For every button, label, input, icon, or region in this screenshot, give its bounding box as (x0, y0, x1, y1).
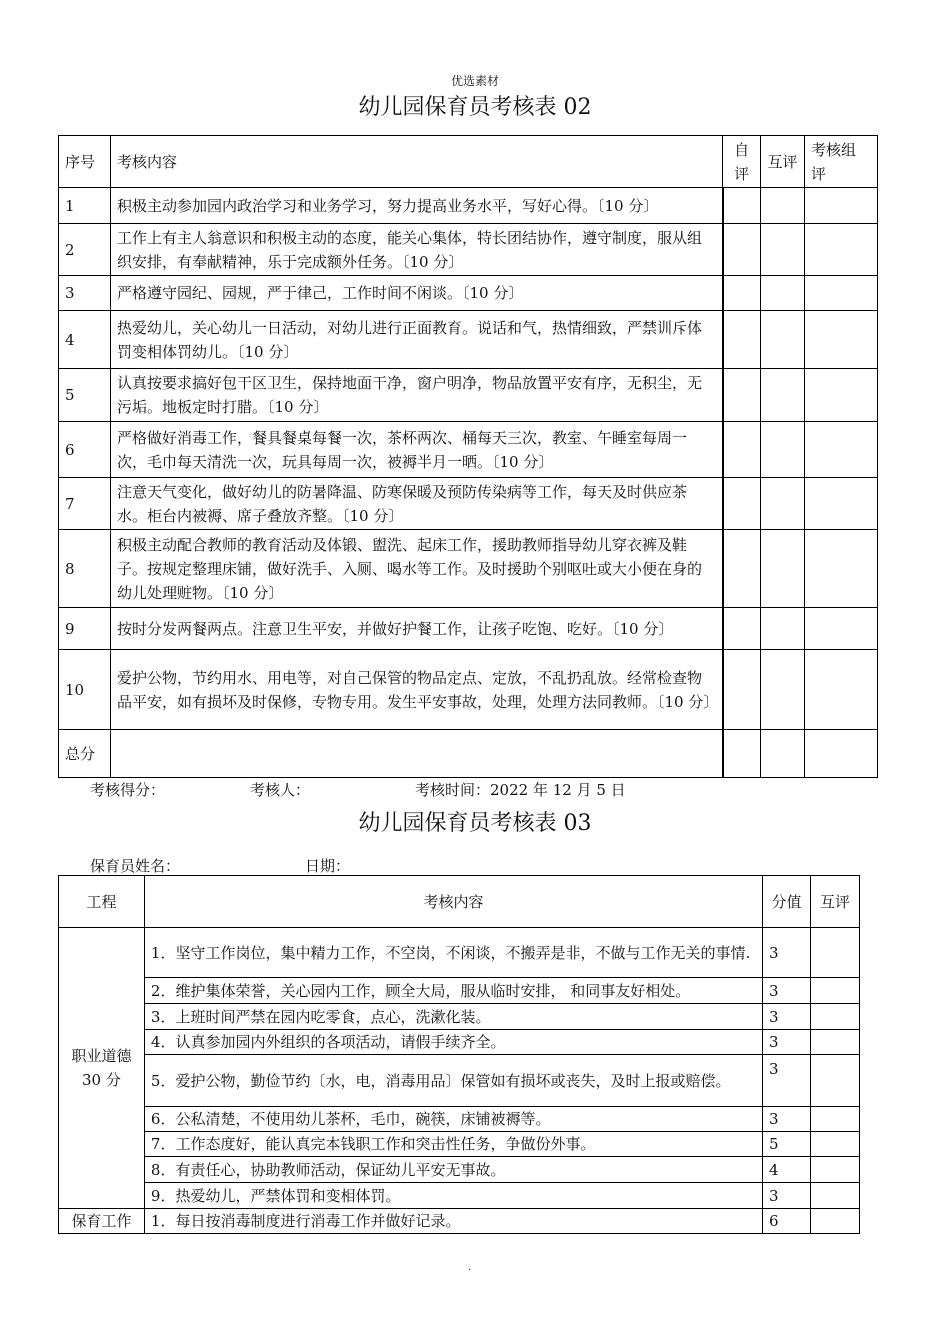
row-index: 1 (59, 188, 111, 224)
self-score-cell[interactable] (723, 224, 761, 276)
group-score-cell[interactable] (805, 650, 878, 730)
group-score-cell[interactable] (805, 276, 878, 311)
table1-title: 幼儿园保育员考核表 02 (358, 95, 592, 120)
row-content: 热爱幼儿，关心幼儿一日活动，对幼儿进行正面教育。说话和气，热情细致，严禁训斥体罚变相体罚幼儿。〔10 分〕 (110, 311, 722, 369)
mutual-score-cell[interactable] (811, 1209, 860, 1234)
row-content: 7．工作态度好，能认真完本钱职工作和突击性任务，争做份外事。 (144, 1132, 762, 1157)
row-index: 4 (59, 311, 111, 369)
row-content: 6．公私清楚，不使用幼儿茶杯，毛巾，碗筷，床铺被褥等。 (144, 1107, 762, 1132)
group-score-cell[interactable] (805, 422, 878, 478)
table-row (59, 1107, 860, 1132)
row-content: 严格遵守园纪、园规，严于律己，工作时间不闲谈。〔10 分〕 (110, 276, 722, 311)
assessment-table-02 (58, 135, 878, 778)
self-total-cell[interactable] (723, 730, 761, 778)
row-index: 5 (59, 369, 111, 422)
table2-header-row (59, 876, 860, 928)
header-content: 考核内容 (144, 876, 762, 928)
header-self: 自评 (723, 136, 761, 188)
table2-title: 幼儿园保育员考核表 03 (358, 811, 592, 836)
header-project: 工程 (59, 876, 145, 928)
self-score-cell[interactable] (723, 478, 761, 530)
mutual-score-cell[interactable] (811, 1055, 860, 1107)
row-score: 3 (763, 978, 811, 1004)
row-content: 按时分发两餐两点。注意卫生平安，并做好护餐工作，让孩子吃饱、吃好。〔10 分〕 (110, 608, 722, 650)
header-note: 优选素材 (450, 74, 499, 88)
table-row (59, 369, 878, 422)
mutual-score-cell[interactable] (811, 1107, 860, 1132)
row-score: 3 (763, 1183, 811, 1209)
row-score: 3 (763, 928, 811, 978)
row-score: 3 (763, 1107, 811, 1132)
table-row (59, 1055, 860, 1107)
mutual-score-cell[interactable] (761, 650, 805, 730)
footer-assessor-label: 考核人： (250, 781, 311, 799)
row-score: 3 (763, 1055, 811, 1107)
assessment-table-03 (58, 875, 860, 1234)
row-score: 3 (763, 1004, 811, 1030)
mutual-score-cell[interactable] (811, 978, 860, 1004)
mutual-score-cell[interactable] (811, 1132, 860, 1157)
row-index: 6 (59, 422, 111, 478)
table-row (59, 1132, 860, 1157)
table-row (59, 608, 878, 650)
row-index: 8 (59, 530, 111, 608)
header-index: 序号 (59, 136, 111, 188)
group-score-cell[interactable] (805, 369, 878, 422)
row-index: 9 (59, 608, 111, 650)
mutual-score-cell[interactable] (761, 608, 805, 650)
row-content: 严格做好消毒工作，餐具餐桌每餐一次，茶杯两次、桶每天三次，教室、午睡室每周一次，毛巾每天清洗一次，玩具每周一次，被褥半月一晒。〔10 分〕 (110, 422, 722, 478)
row-index: 2 (59, 224, 111, 276)
row-content: 8．有责任心，协助教师活动，保证幼儿平安无事故。 (144, 1157, 762, 1183)
row-score: 5 (763, 1132, 811, 1157)
mutual-score-cell[interactable] (761, 478, 805, 530)
table-row (59, 311, 878, 369)
category-ethics-points: 30 分 (82, 1071, 121, 1089)
row-score: 4 (763, 1157, 811, 1183)
total-row (59, 730, 878, 778)
category-ethics (59, 928, 145, 1209)
table-row (59, 650, 878, 730)
header-mutual: 互评 (811, 876, 860, 928)
table-row (59, 1030, 860, 1055)
table-row (59, 978, 860, 1004)
mutual-score-cell[interactable] (761, 224, 805, 276)
row-index: 7 (59, 478, 111, 530)
row-content: 3．上班时间严禁在园内吃零食，点心，洗漱化装。 (144, 1004, 762, 1030)
table-row (59, 224, 878, 276)
mutual-score-cell[interactable] (761, 188, 805, 224)
group-score-cell[interactable] (805, 530, 878, 608)
row-index: 10 (59, 650, 111, 730)
row-content: 注意天气变化，做好幼儿的防暑降温、防寒保暖及预防传染病等工作，每天及时供应茶水。柜台内被褥、席子叠放齐整。〔10 分〕 (110, 478, 722, 530)
row-content: 5．爱护公物，勤俭节约〔水，电，消毒用品〕保管如有损坏或丧失，及时上报或赔偿。 (144, 1055, 762, 1107)
group-score-cell[interactable] (805, 478, 878, 530)
row-content: 积极主动参加园内政治学习和业务学习，努力提高业务水平，写好心得。〔10 分〕 (110, 188, 722, 224)
table-row (59, 1004, 860, 1030)
self-score-cell[interactable] (723, 422, 761, 478)
table-row (59, 422, 878, 478)
table-row (59, 928, 860, 978)
mutual-score-cell[interactable] (811, 928, 860, 978)
row-score: 6 (763, 1209, 811, 1234)
mutual-score-cell[interactable] (761, 311, 805, 369)
row-content: 4．认真参加园内外组织的各项活动，请假手续齐全。 (144, 1030, 762, 1055)
self-score-cell[interactable] (723, 188, 761, 224)
row-content: 积极主动配合教师的教育活动及体锻、盥洗、起床工作，援助教师指导幼儿穿衣裤及鞋子。按规定整理床铺，做好洗手、入厕、喝水等工作。及时援助个别呕吐或大小便在身的幼儿处理赃物。〔10 分〕 (110, 530, 722, 608)
group-score-cell[interactable] (805, 311, 878, 369)
row-index: 3 (59, 276, 111, 311)
caregiver-name-label: 保育员姓名： (90, 857, 181, 875)
row-content: 爱护公物，节约用水、用电等，对自己保管的物品定点、定放，不乱扔乱放。经常检查物品平安，如有损坏及时保修，专物专用。发生平安事故，处理，处理方法同教师。〔10 分〕 (110, 650, 722, 730)
category-ethics-label: 职业道德 (71, 1047, 132, 1065)
row-score: 3 (763, 1030, 811, 1055)
group-score-cell[interactable] (805, 608, 878, 650)
table-row (59, 276, 878, 311)
category-care-work: 保育工作 (59, 1209, 145, 1234)
total-label: 总分 (59, 730, 111, 778)
footer-score-label: 考核得分： (90, 781, 166, 799)
table-row (59, 1209, 860, 1234)
total-content-cell (110, 730, 722, 778)
mutual-score-cell[interactable] (811, 1183, 860, 1209)
mutual-score-cell[interactable] (761, 369, 805, 422)
table-row (59, 1157, 860, 1183)
mutual-score-cell[interactable] (811, 1157, 860, 1183)
mutual-score-cell[interactable] (761, 276, 805, 311)
mutual-score-cell[interactable] (761, 530, 805, 608)
group-score-cell[interactable] (805, 224, 878, 276)
self-score-cell[interactable] (723, 650, 761, 730)
footer-time-label: 考核时间：2022 年 12 月 5 日 (415, 781, 626, 799)
mutual-score-cell[interactable] (811, 1004, 860, 1030)
self-score-cell[interactable] (723, 530, 761, 608)
self-score-cell[interactable] (723, 311, 761, 369)
mutual-score-cell[interactable] (811, 1030, 860, 1055)
row-content: 认真按要求搞好包干区卫生，保持地面干净，窗户明净，物品放置平安有序，无积尘，无污垢。地板定时打腊。〔10 分〕 (110, 369, 722, 422)
mutual-score-cell[interactable] (761, 422, 805, 478)
table-row (59, 1183, 860, 1209)
date-label: 日期： (305, 857, 351, 875)
header-content: 考核内容 (110, 136, 722, 188)
row-content: 2．维护集体荣誉，关心园内工作，顾全大局，服从临时安排， 和同事友好相处。 (144, 978, 762, 1004)
row-content: 1．每日按消毒制度进行消毒工作并做好记录。 (144, 1209, 762, 1234)
self-score-cell[interactable] (723, 608, 761, 650)
self-score-cell[interactable] (723, 276, 761, 311)
header-score: 分值 (763, 876, 811, 928)
self-score-cell[interactable] (723, 369, 761, 422)
row-content: 工作上有主人翁意识和积极主动的态度，能关心集体，特长团结协作，遵守制度，服从组织安排，有奉献精神，乐于完成额外任务。〔10 分〕 (110, 224, 722, 276)
mutual-total-cell[interactable] (761, 730, 805, 778)
group-score-cell[interactable] (805, 188, 878, 224)
page-dot: . (468, 1262, 472, 1273)
table-row (59, 188, 878, 224)
table1-header-row (59, 136, 878, 188)
header-mutual: 互评 (761, 136, 805, 188)
group-total-cell[interactable] (805, 730, 878, 778)
row-content: 9．热爱幼儿，严禁体罚和变相体罚。 (144, 1183, 762, 1209)
table-row (59, 530, 878, 608)
header-group: 考核组评 (805, 136, 878, 188)
row-content: 1．坚守工作岗位，集中精力工作，不空岗，不闲谈，不搬弄是非，不做与工作无关的事情. (144, 928, 762, 978)
table-row (59, 478, 878, 530)
